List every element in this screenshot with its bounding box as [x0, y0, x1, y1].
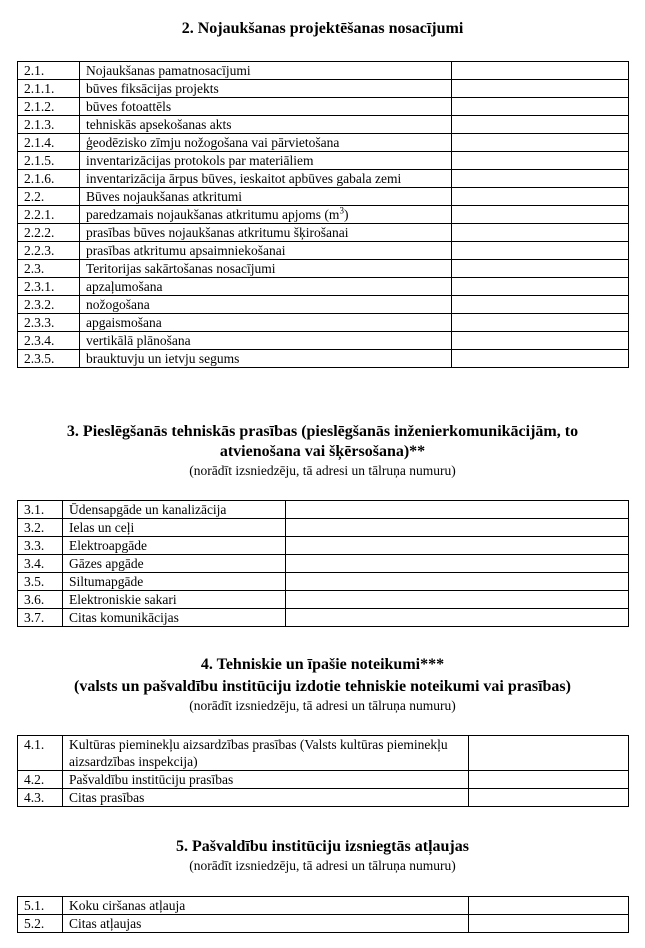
row-number: 4.3.: [18, 789, 63, 807]
table-row: [18, 170, 629, 188]
table-row: [18, 736, 629, 771]
section-4-title-line1: 4. Tehniskie un īpašie noteikumi***: [200, 656, 445, 673]
row-value-cell[interactable]: [452, 152, 629, 170]
row-label: Citas komunikācijas: [63, 609, 286, 627]
row-label: Gāzes apgāde: [63, 555, 286, 573]
row-value-cell[interactable]: [286, 501, 629, 519]
row-number: 5.2.: [18, 915, 63, 933]
row-label: Ielas un ceļi: [63, 519, 286, 537]
table-row: [18, 98, 629, 116]
row-value-cell[interactable]: [452, 98, 629, 116]
table-row: [18, 260, 629, 278]
row-label: tehniskās apsekošanas akts: [80, 116, 452, 134]
row-value-cell[interactable]: [452, 296, 629, 314]
row-value-cell[interactable]: [452, 170, 629, 188]
row-label: inventarizācijas protokols par materiāliem: [80, 152, 452, 170]
section-4-title-line2: (valsts un pašvaldību institūciju izdotie tehniskie noteikumi vai prasības): [74, 678, 571, 695]
row-number: 3.2.: [18, 519, 63, 537]
row-label: apzaļumošana: [80, 278, 452, 296]
section-3-table: [17, 500, 629, 627]
section-5-title: 5. Pašvaldību institūciju izsniegtās atļaujas: [176, 838, 469, 855]
row-label: Citas atļaujas: [63, 915, 469, 933]
row-label: brauktuvju un ietvju segums: [80, 350, 452, 368]
row-value-cell[interactable]: [469, 915, 629, 933]
row-value-cell[interactable]: [452, 116, 629, 134]
row-value-cell[interactable]: [452, 134, 629, 152]
row-number: 4.2.: [18, 771, 63, 789]
table-row: [18, 314, 629, 332]
row-label: Citas prasības: [63, 789, 469, 807]
row-number: 4.1.: [18, 736, 63, 771]
row-value-cell[interactable]: [469, 771, 629, 789]
row-number: 2.2.2.: [18, 224, 80, 242]
row-value-cell[interactable]: [452, 350, 629, 368]
table-row: [18, 116, 629, 134]
row-label: Koku ciršanas atļauja: [63, 897, 469, 915]
row-label: Siltumapgāde: [63, 573, 286, 591]
row-value-cell[interactable]: [452, 206, 629, 224]
row-number: 2.3.4.: [18, 332, 80, 350]
row-number: 2.1.1.: [18, 80, 80, 98]
row-number: 2.2.: [18, 188, 80, 206]
table-row: [18, 296, 629, 314]
table-row: [18, 609, 629, 627]
table-row: [18, 80, 629, 98]
section-2-table: [17, 61, 629, 368]
row-number: 2.3.2.: [18, 296, 80, 314]
row-value-cell[interactable]: [452, 62, 629, 80]
table-row: [18, 519, 629, 537]
row-label: Elektroapgāde: [63, 537, 286, 555]
superscript: 3: [339, 205, 344, 216]
table-row: [18, 188, 629, 206]
table-row: [18, 555, 629, 573]
row-value-cell[interactable]: [452, 80, 629, 98]
table-row: [18, 591, 629, 609]
table-row: [18, 224, 629, 242]
row-value-cell[interactable]: [286, 519, 629, 537]
row-number: 2.2.1.: [18, 206, 80, 224]
table-row: [18, 242, 629, 260]
table-row: [18, 152, 629, 170]
table-row: [18, 537, 629, 555]
row-label: nožogošana: [80, 296, 452, 314]
table-row: [18, 62, 629, 80]
table-row: [18, 789, 629, 807]
table-row: [18, 350, 629, 368]
row-number: 2.1.6.: [18, 170, 80, 188]
section-5-note: (norādīt izsniedzēju, tā adresi un tālruņa numuru): [189, 858, 456, 873]
row-value-cell[interactable]: [286, 555, 629, 573]
row-number: 2.1.4.: [18, 134, 80, 152]
row-number: 2.1.: [18, 62, 80, 80]
table-row: [18, 278, 629, 296]
row-label: prasības atkritumu apsaimniekošanai: [80, 242, 452, 260]
table-row: [18, 332, 629, 350]
row-value-cell[interactable]: [286, 609, 629, 627]
row-value-cell[interactable]: [452, 314, 629, 332]
row-value-cell[interactable]: [452, 188, 629, 206]
row-number: 5.1.: [18, 897, 63, 915]
row-value-cell[interactable]: [469, 897, 629, 915]
row-label: inventarizācija ārpus būves, ieskaitot apbūves gabala zemi: [80, 170, 452, 188]
row-label: Būves nojaukšanas atkritumi: [80, 188, 452, 206]
row-value-cell[interactable]: [452, 332, 629, 350]
row-number: 2.3.3.: [18, 314, 80, 332]
row-number: 3.7.: [18, 609, 63, 627]
row-value-cell[interactable]: [286, 591, 629, 609]
section-3-title-line1: 3. Pieslēgšanās tehniskās prasības (pieslēgšanās inženierkomunikācijām, to: [66, 423, 579, 440]
section-4-table: [17, 735, 629, 807]
row-value-cell[interactable]: [452, 242, 629, 260]
section-3-note: (norādīt izsniedzēju, tā adresi un tālruņa numuru): [189, 463, 456, 478]
row-number: 3.3.: [18, 537, 63, 555]
row-label: būves fotoattēls: [80, 98, 452, 116]
row-label: ģeodēzisko zīmju nožogošana vai pārvietošana: [80, 134, 452, 152]
row-number: 2.1.2.: [18, 98, 80, 116]
table-row: [18, 915, 629, 933]
table-row: [18, 771, 629, 789]
table-row: [18, 206, 629, 224]
row-number: 2.3.5.: [18, 350, 80, 368]
row-label: Nojaukšanas pamatnosacījumi: [80, 62, 452, 80]
table-row: [18, 573, 629, 591]
row-value-cell[interactable]: [469, 736, 629, 771]
row-label: Kultūras pieminekļu aizsardzības prasības (Valsts kultūras pieminekļu aizsardzības inspekcija): [63, 736, 469, 771]
row-number: 3.6.: [18, 591, 63, 609]
row-number: 3.1.: [18, 501, 63, 519]
row-value-cell[interactable]: [452, 260, 629, 278]
row-number: 3.5.: [18, 573, 63, 591]
row-label: prasības būves nojaukšanas atkritumu šķirošanai: [80, 224, 452, 242]
row-label: Ūdensapgāde un kanalizācija: [63, 501, 286, 519]
row-label: būves fiksācijas projekts: [80, 80, 452, 98]
table-row: [18, 134, 629, 152]
table-row: [18, 501, 629, 519]
row-label: Pašvaldību institūciju prasības: [63, 771, 469, 789]
row-label: Teritorijas sakārtošanas nosacījumi: [80, 260, 452, 278]
row-value-cell[interactable]: [469, 789, 629, 807]
row-label: apgaismošana: [80, 314, 452, 332]
section-3-title-line2: atvienošana vai šķērsošana)**: [219, 443, 426, 460]
row-number: 2.2.3.: [18, 242, 80, 260]
row-label: vertikālā plānošana: [80, 332, 452, 350]
row-label: paredzamais nojaukšanas atkritumu apjoms $(m^3)$: [80, 206, 452, 224]
row-value-cell[interactable]: [452, 278, 629, 296]
section-4-note: (norādīt izsniedzēju, tā adresi un tālruņa numuru): [189, 698, 456, 713]
table-row: [18, 897, 629, 915]
row-number: 2.3.: [18, 260, 80, 278]
row-number: 3.4.: [18, 555, 63, 573]
row-label: Elektroniskie sakari: [63, 591, 286, 609]
row-number: 2.1.3.: [18, 116, 80, 134]
row-number: 2.1.5.: [18, 152, 80, 170]
row-number: 2.3.1.: [18, 278, 80, 296]
section-2-title: 2. Nojaukšanas projektēšanas nosacījumi: [181, 20, 464, 37]
section-5-table: [17, 896, 629, 933]
row-value-cell[interactable]: [286, 537, 629, 555]
row-value-cell[interactable]: [452, 224, 629, 242]
row-value-cell[interactable]: [286, 573, 629, 591]
